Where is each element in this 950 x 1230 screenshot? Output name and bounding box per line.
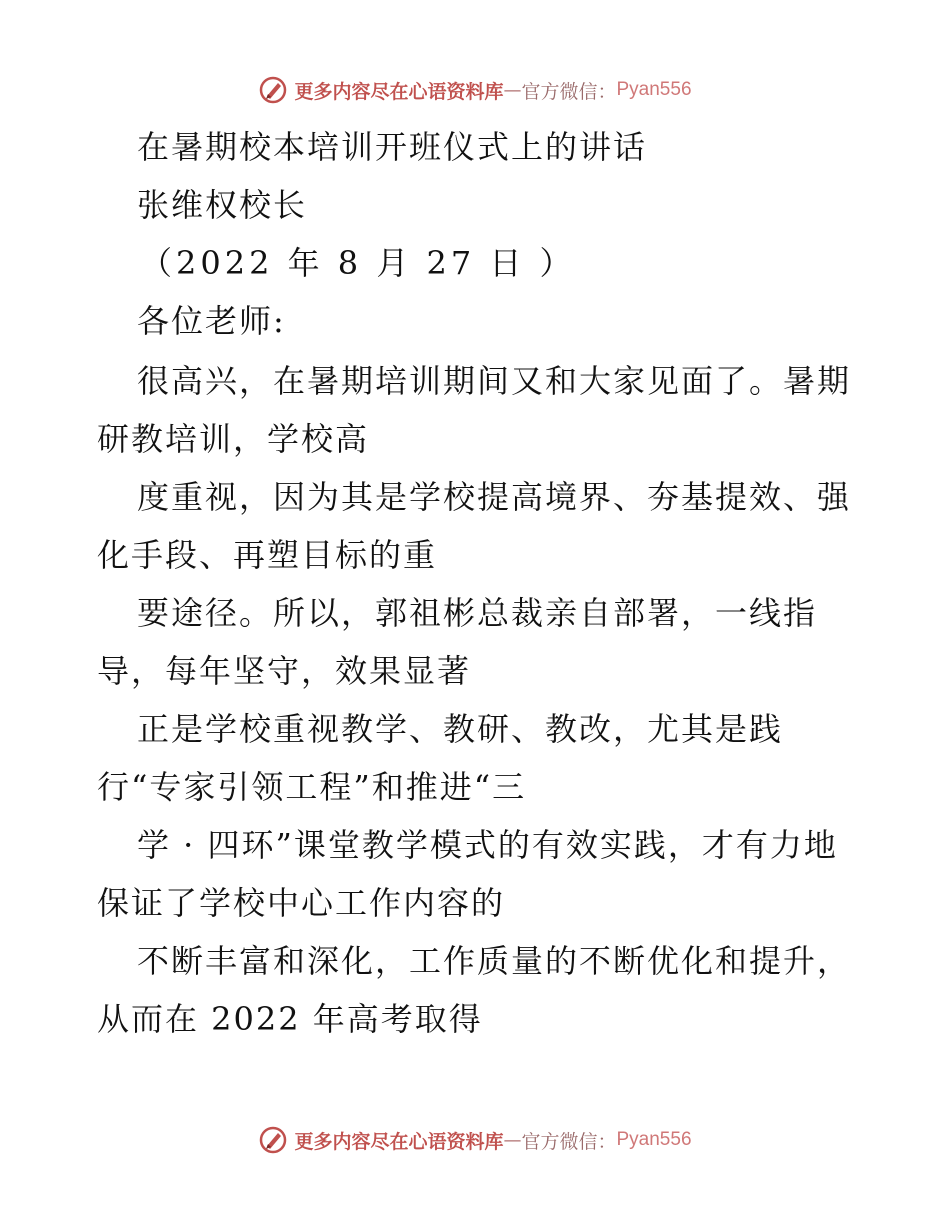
document-title: 在暑期校本培训开班仪式上的讲话 xyxy=(137,128,648,166)
paragraph-line: 化手段、再塑目标的重 xyxy=(97,536,438,574)
paragraph-line: 很高兴，在暑期培训期间又和大家见面了。暑期 xyxy=(137,362,852,400)
watermark-separator: — xyxy=(503,79,522,101)
watermark-wechat-id: Pyan556 xyxy=(616,79,692,100)
paragraph-line: 要途径。所以，郭祖彬总裁亲自部署，一线指 xyxy=(137,594,818,632)
paragraph-line: 行“专家引领工程”和推进“三 xyxy=(97,768,527,806)
footer-watermark xyxy=(0,1120,950,1160)
speaker-name: 张维权校长 xyxy=(137,186,308,224)
watermark-brand: 更多内容尽在心语资料库 xyxy=(294,80,504,103)
header-watermark xyxy=(0,70,950,110)
watermark-wechat-label: 官方微信： xyxy=(521,1130,617,1153)
paragraph-line: 度重视，因为其是学校提高境界、夯基提效、强 xyxy=(137,478,852,516)
paragraph-line: 从而在 2022 年高考取得 xyxy=(97,1000,483,1038)
salutation: 各位老师: xyxy=(137,302,286,340)
watermark-separator: — xyxy=(503,1129,522,1151)
paragraph-line: 学 · 四环”课堂教学模式的有效实践，才有力地 xyxy=(137,826,838,864)
paragraph-line: 保证了学校中心工作内容的 xyxy=(97,884,506,922)
watermark-wechat-id: Pyan556 xyxy=(616,1129,692,1150)
speech-date: （2022 年 8 月 27 日 ） xyxy=(140,244,576,282)
watermark-wechat-label: 官方微信： xyxy=(521,80,617,103)
paragraph-line: 正是学校重视教学、教研、教改，尤其是践 xyxy=(137,710,784,748)
pen-seal-logo-icon xyxy=(258,75,288,105)
watermark-brand: 更多内容尽在心语资料库 xyxy=(294,1130,504,1153)
paragraph-line: 导，每年坚守，效果显著 xyxy=(97,652,472,690)
paragraph-line: 研教培训，学校高 xyxy=(97,420,370,458)
paragraph-line: 不断丰富和深化，工作质量的不断优化和提升， xyxy=(137,942,852,980)
pen-seal-logo-icon xyxy=(258,1125,288,1155)
